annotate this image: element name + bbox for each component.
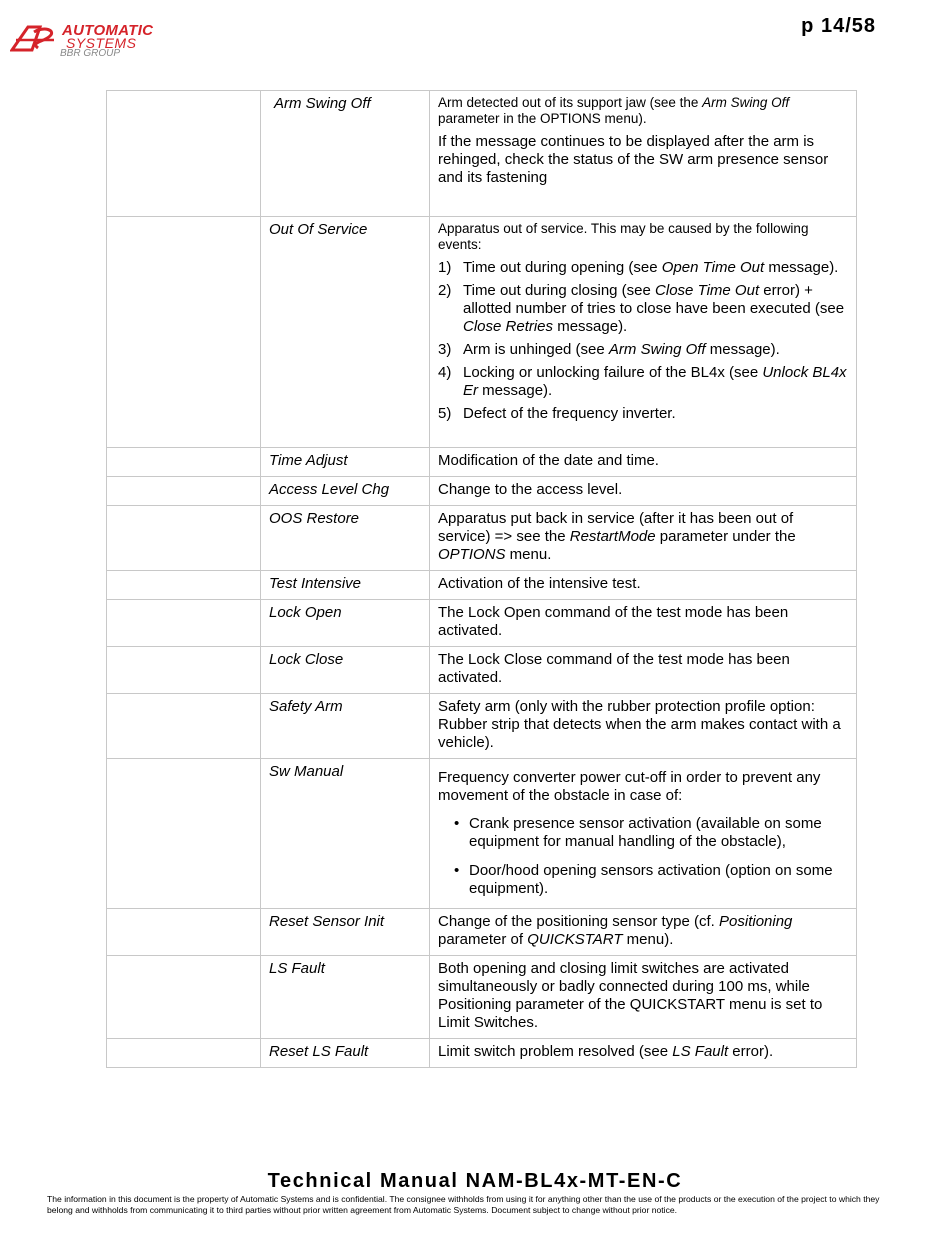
event-list: [438, 259, 848, 423]
message-name: LS Fault: [269, 960, 325, 977]
message-desc: Modification of the date and time.: [438, 452, 659, 469]
message-name: Test Intensive: [269, 575, 361, 592]
list-item: 3) Arm is unhinged (see Arm Swing Off message).: [438, 341, 780, 358]
as-logo-mark-icon: [10, 24, 58, 52]
message-desc: Safety arm (only with the rubber protection profile option: Rubber strip that detects when the arm makes contact with a vehicle).: [438, 698, 841, 751]
bullet-list: [438, 815, 848, 898]
table-row: [107, 694, 857, 759]
message-name: Arm Swing Off: [274, 95, 371, 112]
message-desc: Both opening and closing limit switches are activated simultaneously or badly connected during 100 ms, while Positioning parameter of the QUICKSTART menu is set to Limit Switches.: [438, 960, 823, 1031]
message-name: Lock Close: [269, 651, 344, 668]
list-item: • Door/hood opening sensors activation (option on some equipment).: [454, 862, 833, 897]
message-name: Lock Open: [269, 604, 342, 621]
logo-text-systems: SYSTEMS: [66, 35, 137, 51]
message-desc: Activation of the intensive test.: [438, 575, 641, 592]
page-number: p 14/58: [801, 15, 876, 37]
message-name: Time Adjust: [269, 452, 348, 469]
table-row: [107, 1039, 857, 1068]
message-desc: Change to the access level.: [438, 481, 623, 498]
company-logo: [10, 22, 180, 62]
bullet-icon: •: [454, 862, 460, 879]
messages-table: [106, 90, 857, 1068]
message-desc: Limit switch problem resolved (see LS Fault error).: [438, 1043, 774, 1060]
message-desc-intro: Arm detected out of its support jaw (see the Arm Swing Off parameter in the OPTIONS menu).: [438, 95, 790, 126]
table-row: [107, 956, 857, 1039]
table-row: [107, 571, 857, 600]
table-row: [107, 759, 857, 909]
table-row: [107, 217, 857, 448]
table-row: [107, 647, 857, 694]
document-title: Technical Manual NAM-BL4x-MT-EN-C: [267, 1170, 683, 1192]
list-item: • Crank presence sensor activation (available on some equipment for manual handling of the obstacle),: [454, 815, 822, 850]
list-item: 5) Defect of the frequency inverter.: [438, 405, 676, 422]
table-row: [107, 909, 857, 956]
message-desc: Frequency converter power cut-off in order to prevent any movement of the obstacle in case of:: [438, 769, 821, 804]
confidentiality-note: The information in this document is the property of Automatic Systems and is confidential. The consignee withholds from using it for anything other than the use of the products or the execution of the project to which they belong and withholds from communicating it to third parties without prior written agreement from Automatic Systems. Document subject to change without prior notice.: [47, 1194, 880, 1215]
message-name: Reset LS Fault: [269, 1043, 369, 1060]
message-name: Sw Manual: [269, 763, 344, 780]
logo-text-group: BBR GROUP: [60, 48, 121, 59]
message-name: Out Of Service: [269, 221, 368, 238]
message-name: Reset Sensor Init: [269, 913, 385, 930]
message-desc: Apparatus put back in service (after it has been out of service) => see the RestartMode parameter under the OPTIONS menu.: [438, 510, 796, 563]
logo-text-automatic: AUTOMATIC: [62, 22, 154, 39]
message-desc: Change of the positioning sensor type (cf. Positioning parameter of QUICKSTART menu).: [438, 913, 793, 948]
message-desc: If the message continues to be displayed after the arm is rehinged, check the status of the SW arm presence sensor and its fastening: [438, 133, 829, 186]
message-desc: The Lock Open command of the test mode has been activated.: [438, 604, 789, 639]
message-desc-intro: Apparatus out of service. This may be caused by the following events:: [438, 221, 809, 252]
message-name: Safety Arm: [269, 698, 343, 715]
list-item: 1) Time out during opening (see Open Time Out message).: [438, 259, 839, 276]
message-name: OOS Restore: [269, 510, 360, 527]
message-desc: The Lock Close command of the test mode has been activated.: [438, 651, 790, 686]
list-item: 4) Locking or unlocking failure of the BL4x (see Unlock BL4x Er message).: [438, 364, 847, 399]
table-row: [107, 91, 857, 217]
list-item: 2) Time out during closing (see Close Time Out error) + allotted number of tries to close have been executed (see Close Retries message).: [438, 282, 845, 335]
table-row: [107, 600, 857, 647]
message-name: Access Level Chg: [269, 481, 390, 498]
bullet-icon: •: [454, 815, 460, 832]
table-row: [107, 448, 857, 477]
table-row: [107, 477, 857, 506]
table-row: [107, 506, 857, 571]
